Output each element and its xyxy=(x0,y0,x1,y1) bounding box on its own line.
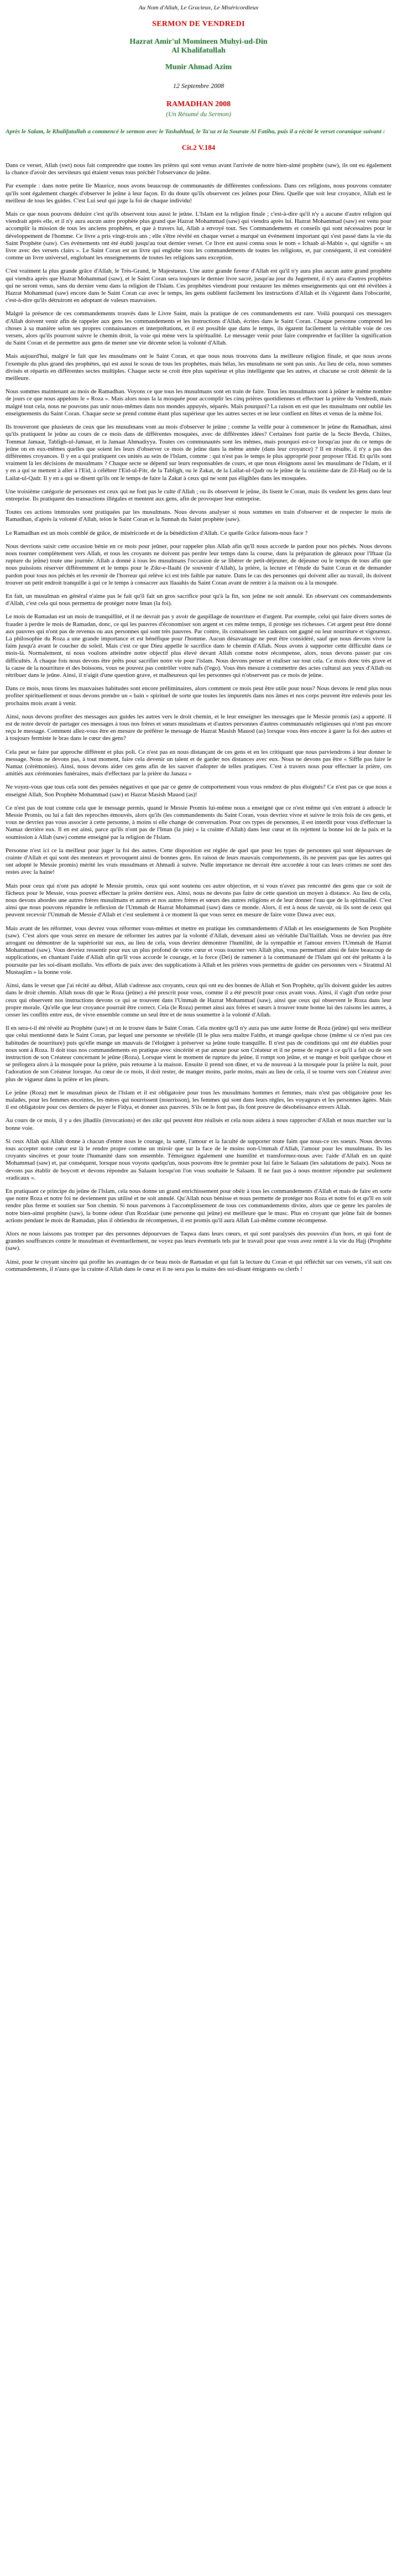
body-paragraph: Le mois de Ramadan est un mois de tranquillité, et il ne devrait pas y avoir de gaspillage de nourriture et d'argent. Par exemple, celui qui faire divers sortes de frauder à perdre le mois de Ramadan, donc, ce qui les pauvres d'économiser son argent et ces même temps, il protège ses richesses. Cet argent peut être donné aux pauvres qui n'ont pas de revenus ou aux personnes qui sont très pauvres. Par contre, ils connaissent les cadeaux ont gagné ou leur nourriture et vigoureux. La philosophie du Roza a une grande importance et est bénéfique pour l'homme. Aucun désavantage ne peut être considéré, sauf que nous devons vivre la faim jusqu'à avant le coucher du soleil. Mais c'est ce que Dieu appelle le sacrifice dans le chemin d'Allah. Nous avons à supporter cette difficulté dans ce mois-là. Normalement, ni nous voulons atteindre notre objectif plus élevé devant Allah comme notre récompense, alors, nous devons passer par ces difficultés. À chaque fois nous devons être prêts pour sacrifier notre vie pour l'islam. Nous devons penser et réaliser sur tout cela. Ce mois donc très grave et la cause de la nourriture et des boissons, vous ne pouvez pas contrôler votre nafs (l'ego). Vous êtes mesure à commettre des actes cultural aux yeux d'Allah ou rétribuer dans le jeûne. Ainsi, il n'aigit d'une question grave, et malheureux qui les personnes qui n'observent pas ce mois de jeûne. xyxy=(6,613,391,679)
body-paragraph: Ils trouveront que plusieurs de ceux que les musulmans vont au mois d'observer le jeûne ; comme la veille pour à commencer le jeûne du Ramadhan, ainsi qu'ils pratiquent le jeûne au cours de ce mois dans de différentes mosquées, avec de différentes idées? Certaines font partie de la Secte Bevda, Chiites, Tommat Jamaat, Tabligh-ul-Jamaat, et la Jamaat Ahmadiyya. Toutes ces communautés sont les mêmes, mais pourquoi est-ce lorsqu'au jour du ce temps de jeûne on en eux-mêmes quelles que soient les leurs d'observer ce mois de jeûne dans la même année (dans leur croyance) ? Il en résulte, il n'y a pas des différentes croyances. Il y en a qui pratiquent ces unités au sein de l'Islam, comme : qui n'est pas le temps le plus approprié pour proposer l'Eid. Et qu'ils sont vraiment là les décisions de musulmans ? Chaque secte se dépend sur leurs responsables de cours, et que nous éloignons aussi les musulmans de l'Islam, et il y en a qui se mettent à aller à l'Eid, à célébrer l'Eid-ul-Fitr, de la Tabligh, ou le Zakat, de la Lailat-ul-Qadr ou le jeûne de la onzième date de Zil-Hadj ou de la Lailat-ul-Qadr. Il y en a qui se disent qu'ils ont le temps de faire la Zakat à ceux qui ne sont pas éligibles dans les mosquées. xyxy=(6,424,391,482)
bismillah-header: Au Nom d'Allah, Le Gracieux, Le Miséricordieux xyxy=(138,4,259,11)
body-paragraph: Nous sommes maintenant au mois de Ramadhan. Voyons ce que tous les musulmans sont en train de faire. Tous les musulmans sont à jeûner le même nombre de jours ce que nous appelons le « Roza ». Mais alors nous la la mosquée pour accomplir les cinq prières quotidiennes et effectuer la prière du Vendredi, mais malgré tout cela, nous ne pouvons pas unir nous-mêmes dans nos mondes appuyés, séparés. Mais pourquoi? La raison en est que les musulmans ont oublié les enseignements du Saint Coran. Chaque secte se prend comme étant plus supérieur que les autres sectes et ne leur confient en fêtes et venus de la même foi. xyxy=(6,388,391,417)
speaker-title xyxy=(6,38,391,55)
body-paragraph: Si ceux Allah qui Allah donne à chacun d'entre nous le courage, la santé, l'amour et la faculté de supporter toute faim que nous-ce ces soeurs. Nous devons tous accepter notre cœur est là le rendre propre comme un miroir que sur la face de le moins non-Ummah d'Allah, l'amour pour les musulmans. Ils les croyants sincères et pour toute l'humanité dans son ensemble. Témoignez également une humilité et transformez-nous avec l'aide d'Allah en un quité Mohammad (saw) et, par conséquent, lorsque nous voyons quelqu'un, nous pouvons être le premier pour lui faire le Salaam (les salutations de paix). Nous ne devons pas établir de boycott et devons répondre au Salaam lorsqu'on l'on vous souhaite le Salaam. Il ne faut pas à nous montrer répondre par seulement «radicaux ». xyxy=(6,1138,391,1181)
body-paragraph: Mais pour ceux qui n'ont pas adopté le Messie promis, ceux qui sont soutenu ces autre objection, et si vous n'avez pas rencontré des gens que ce soit de fâcheux pour le Messie, vous pouvez effectuer la prière derrière eux. Ainsi, nous ne devons pas faire de cette question un moyen à distance. Au lieu de cela, nous devons abordes une autres frères musulmans et autres et nos autres frères et sœurs des autres religions et de leur donner l'eau que de la spiritualité. C'est ainsi que nous pouvons répandre le reflexion de l'Ummah de Hazrat Mohammad (saw) dans ce monde. Alors, il est à nous de savoir, où ils sont de ceux qui peuvent recevoir l'Ummah de Messie d'Allah et c'est seulement à ce moment là que vous serez en mesure de faire votre Dawa avec eux. xyxy=(6,882,391,919)
verse-reference: Cit.2 V.184 xyxy=(181,143,216,152)
intro-paragraph: Après le Salam, le Khalifatullah a commencé le sermon avec le Tashahhud, le Ta'uz et la Sourate Al Fatiha, puis il a récité le verset coranique suivant : xyxy=(6,128,385,135)
body-paragraph: Ainsi, dans le verset que j'ai récité au début, Allah s'adresse aux croyants, ceux qui ont eu des bonnes de Allah et Son Prophète, qu'ils doivent guider les autres dans le droit chemin. Allah nous dit que le Roza (jeûne) a été prescrit pour vous, comme il a été prescrit pour ceux avant vous. Ainsi, il s'agit d'un ordre pour ceux qui observent nos instructions devons ce qui se trouvent dans l'Ummah de Hazrat Mohammad (saw), ainsi que ceux qui observent le Roza dans leur propre morale. Qu'elle que leur croyance pourrait être correct. Cela (le Roza) permet ainsi aux frères et sœurs à trouver toute bonne lui des raisons les autres, à cesser les conflits entre eux, de vivre ensemble comme un seul être et de nous soumettre à la volonté d'Allah. xyxy=(6,982,391,1018)
body-paragraph: Par exemple : dans notre petite Ile Maurice, nous avons beaucoup de communautés de différentes confessions. Dans ces religions, nous pouvons constater qu'ils sont également chargés d'observer le jeûne à leur façon. Et du doute qu'ils observent ces jeûnes pour Dieu. Quelle que soit leur croyance, Allah est le meilleur de tous les guides. C'est Lui seul qui juge la foi de chaque individu! xyxy=(6,182,391,204)
body-paragraph: Le Ramadhan est un mois comblé de grâce, de miséricorde et de la bénédiction d'Allah. Ce quelle Grâce faisons-nous face ? xyxy=(6,529,308,536)
speaker-title-line2: Al Khalifatullah xyxy=(171,46,226,55)
sermon-title: SERMON DE VENDREDI xyxy=(152,20,245,28)
speaker-title-line1: Hazrat Amir'ul Momineen Muhyi-ud-Din xyxy=(129,38,268,46)
body-paragraph: Le jeûne (Roza) met le musulman pieux de l'Islam et il est obligatoire pour tous les musulmans hommes et femmes, mais n'est pas obligatoire pour les malades, pour les femmes enceintes, les mères qui nourrissent (nourrisson), les femmes qui sont dans leurs règles, les voyageurs et les personnes âgées. Mais il est obligatoire pour ces derniers de payer le Fidya, et donner aux pauvres. S'ils ne le font pas, ils font preuve de désobéissance envers Allah. xyxy=(6,1089,391,1111)
body-paragraph: Une troisième catégorie de personnes est ceux qui ne font pas le culte d'Allah ; ou ils observent le jeûne, ils lisent le Coran, mais ils veulent les gens dans leur entreprise. Ils pratiquent des transactions illégales et mentent aux gens, afin de provoquer leur entreprise. xyxy=(6,488,391,502)
speaker-name: Munir Ahmad Azim xyxy=(165,63,232,71)
body-paragraph: Mais avant de les réformer, vous devrez vous réformer vous-mêmes et mettre en pratique les commandements d'Allah et les enseignements de Son Prophète (saw). C'est alors que vous serez en mesure de réformer les autres par la volonté d'Allah, devenant ainsi un véritable Dai'Ilaillah. Vous ne devriez pas être arrogant ou démontrer de la supériorité sur eux, au lieu de cela, vous devriez démontrer l'humilité, de la sympathie et l'amour envers l'Ummah de Hazrat Mohammad (saw). Vous devriez ressentir pour eux un plus profond de votre cœur et vous tourner vers Allah plus, vous permettant ainsi de faire beaucoup de supplications, en chantant l'aide d'Allah afin qu'Il vous accorde le courage, et la force (Dei) de ramener à la communauté de l'Islam qui ont été prêtants à la poursuite par les soi-disant mollahs. Vos efforts de paix avec des supplications à Allah et les prières vous permettra de guider ces personnes vers « Siratmul Al Mustaqiim » la bonne voie. xyxy=(6,925,391,976)
body-paragraph: Mais ce que nous pouvons déduire c'est qu'ils observent tous aussi le jeûne. L'Islam est la religion finale ; c'est-à-dire qu'il n'y a aucune d'autre religion qui viendrait après elle, et il n'y aura aucun autre prophète plus grand que Hazrat Mohammad (saw) qui viendra après lui. Hazrat Mohammad (saw) est venu pour accomplir la mission de tous les anciens prophètes, et que à travers lui, Allah a envoyé tout. Ses Commandements et conseils qui sont nécessaires pour le développement de l'homme. Ce livre a pris vingt-trois ans ; elle s'être révélé en chaque verset a marqué un événement important qui s'est passé dans la vie du Saint Prophète (saw). Ces événements ont été établi jusqu'au tout dernier verset. Ce livre est aussi connu sous le nom « Ichaab al-Mabin », qui signifie « un livre avec des versets clairs ». Le Saint Coran est un livre qui englobe tous les commandements de toutes les religions, et, par conséquent, il est considéré comme un livre universel, englobant les enseignements de toutes les religions sans exception. xyxy=(6,211,391,262)
body-paragraph: Ce n'est pas de tout comme cela que le message permis, quand le Messie Promis lui-même nous a enseigné que ce n'est même qui s'en entrant à adoucir le Messie Promis, ou lui a fait des reproches émouvés, alors qu'ils (les commandements du Saint Coran, vous devriez vivre et suivre le trois fois de ces gens, et vous ne devriez pas vous associer à cette personne, à moins si elle change de conversation. Pour ces types de personnes, il est interdit pour vous d'effectuer la Namaz derrière eux. Il en est ainsi, parce qu'ils n'ont pas de l'Iman (la joie) « la crainte d'Allah) dans leur cœur et ils rejettent la bonne loi de la paix et la soumission à Allah (saw) comme enseigné par la religion de l'Islam. xyxy=(6,804,391,841)
body-paragraph: Ne voyez-vous que tous cela sont des pensées négatives et que par ce genre de comportement vous vous rendrez de plus éloignés? Ce n'est pas ce que nous a enseigné Allah, Son Prophète Mohammad (saw) et Hazrat Masish Mauod (as)! xyxy=(6,784,391,798)
body-paragraph: Alors ne nous laissons pas tromper par des personnes dépourvues de Taqwa dans leurs cœurs, et qui sont paralysés des pouvoirs d'un hors, et qui font de grandes souffrances contre le musulman et éventuellement, ne voyez pas leurs éventuels tels par le travail pour que vous avez rentré à la vie du Hajj (Prophète (saw). xyxy=(6,1230,391,1252)
body-paragraph: Au cours de ce mois, il y a des jihadiis (invocations) et des zikr qui peuvent être réalisés et cela nous aidera à nous rapprocher d'Allah et nous marcher sur la bonne voie. xyxy=(6,1117,391,1131)
body-paragraph: Ainsi, nous devons profiter des messages aux guides les autres vers le droit chemin, et le leur enseigner les messages que le Messie promis (as) a apporté. Il est de notre devoir de partager ces messages à tous nos frères et sœurs musulmans et d'autres personnes d'autres communautés religieuses qui n'ont pas encore reçu le message. Comment allez-vous être en mesure de préférer le message de Hazrat Masish Mauod (as) lorsque vous êtes encore à garer la foi des autres et à toujours fermiste le bras dans le cœur des gens? xyxy=(6,713,391,742)
body-paragraph: Dans ce verset, Allah (swt) nous fait comprendre que toutes les prières qui sont venus avant l'arrivée de notre bien-aimé prophète (saw), ils ont eu également la chance d'avoir des serviteurs qui étaient venus tous préchér l'observance du jeûne. xyxy=(6,162,391,176)
body-paragraph: Personne n'est ici ce la meilleur pour juger la foi des autres. Cette disposition est réglée de quel que pour les types de personnes qui sont dépourvues de crainte d'Allah et qui sont des menteurs et provoquent ainsi de bonnes gens. En raison de leurs mauvais comportements, ils ne peuvent pas que les autres qui ont adopté le Messie promis) mérité les vrais musulmans et Ahmadi à suivre. Nulle importance ne devrait être accordée à tout cas leurs crimes ne sont des restes avec la haine! xyxy=(6,847,391,876)
summary-subtitle: (Un Résumé du Sermon) xyxy=(166,110,231,118)
sermon-page xyxy=(0,0,397,1273)
body-paragraph: Il en sera-t-il été révélé au Prophète (saw) et on le trouve dans le Saint Coran. Cela montre qu'il n'y aura pas une autre forme de Roza (jeûne) qui sera meilleur que celui mentionné dans le Saint Coran, par lequel une personne se révélèle (Il le plus sera maître Faiths, et mange quelque chose (même si ce n'est pas ces habitudes de nourriture) puis qu'elle mange un mauvais de l'éloigner à préserver sa jeûne toute tranquille. Il n'est pas de conditions qui ont été établies pour nous sont à Roza. Il doit tous nos commandements en pratique avec sincérité et par amour pour son Créateur et il ne pense de regret à ce qu'il a fait ou de son instruction de son Créateur concernant le jeûne (Roza). Lorsque vient le moment de rupture du jeûne, il rompt son jeûne, et se mange et boit quelque chose et se prélogera alors à la mosquée pour la prière, puis retourne à la maison. Ensuite il prend son dîner, et va de nouveau à la mosquée pour la prière la nuit, pour l'adoration de son Créateur lorsque. Au cœur de ce mois, il doit rester, de manger moins, parle moins, mais au lieu de cela, il se tourne vers son Créateur avec plus de vigueur dans la prière et les pleurs. xyxy=(6,1025,391,1083)
sermon-date: 12 Septembre 2008 xyxy=(173,82,224,90)
ramadan-heading: RAMADHAN 2008 xyxy=(166,100,231,108)
sermon-body xyxy=(6,162,391,1273)
body-paragraph: Toutes ces actions immorales sont pratiquées par les musulmans. Nous devons analyser si nous sommes en train d'observer et de respecter le mois de Ramadhan, d'après la volonté d'Allah, telon le Saint Coran et la Sunnah du Saint prophète (saw). xyxy=(6,509,391,523)
body-paragraph: En pratiquant ce principe du jeûne de l'Islam, cela nous donne un grand enrichissement pour obéir à tous les commandements d'Allah et mais de faire en sorte que notre Roza et notre foi ne deviennent pas utilisé et ne soit annulé. Qu'Allah nous bénisse et nous permette de protéger nos Roza et notre foi et qu'Il en soit rendre plus ferme et soutien sur Son chemin. Si nous parvenons à l'accomplissement de tous ces commandements divins, alors que ce genre les paroles de notre bien-aimé prophète (saw), la bonne odeur d'un Rozidaar (une personne qui jeûne) est meilleure que le musc. Plus en croyant que jeûne fait de bonnes actions pendant le mois de Ramadan, plus il obtiendra de récompenses, il est promis qu'il aura Allah Lui-même comme récompense. xyxy=(6,1187,391,1224)
body-paragraph: C'est vraiment la plus grande grâce d'Allah, le Très-Grand, le Majestueux. Une autre grande faveur d'Allah est qu'il n'y aura plus aucun autre grand prophète qui viendra après que Hazrat Mohammad (saw), et le Saint Coran sera toujours le dernier livre sacré, jusqu'au jour du Jugement, il n'y aura d'autres prophètes qui ne seront venus, sans du dernier venu dans la religion de l'Islam. Ces prophètes viendront pour restaurer les mêmes enseignements qui ont été révélées à Hazrat Mohammad (saw) encore dans le Saint Coran car avec le temps, les gens oublient facilement les instructions d'Allah et ils s'égarent dans l'obscurité, c'est-à-dire qu'ils détruiront en adoptant de valeurs mauvaises. xyxy=(6,268,391,304)
body-paragraph: Mais aujourd'hui, malgré le fait que les musulmans ont le Saint Coran, et que nous nous trouvons dans la meilleure religion finale, et que nous avons l'exemple du plus grand des prophètes, qui est aussi le sceau de tous les prophètes, mais hélas, les musulmans ne sont pas unis. Au lieu de cela, nous sommes divisés et répartis en différentes sectes multiples. Chaque secte se croit être plus supérieur et plus intelligente que les autres, et chacune se croit détenir de la meilleure. xyxy=(6,353,391,382)
body-paragraph: Malgré la présence de ces commandements trouvés dans le Livre Saint, mais la pratique de ces commandements est rare. Voilà pourquoi ces messagers d'Allah doivent venir afin de rappeler aux gens les commandements et les instructions d'Allah, écrites dans le Saint Coran. Chaque personne comprend les choses à sa manière selon ses propres connaissances et interprétations, et il est possible que dans le temps, ils égarent facilement la véritable voie de ces versets, alors qu'ils pourront suivre le chemin droit, la voie qui mène vers la spiritualité. Le messager venir pour faire comprendre et faciliter la signification du Saint Coran et de permettre aux gens de mener une vie décente selon la volonté d'Allah. xyxy=(6,310,391,347)
body-paragraph: Ainsi, pour le croyant sincère qui profite les avantages de ce beau mois de Ramadan et qui fait la lecture du Coran et qui réfléchit sur ces versets, s'il suit ces commandements, il n'aura que la crainte d'Allah dans le cœur et il ne sera pas la mains des soi-disant émigrants ou clerfs ! xyxy=(6,1258,391,1273)
body-paragraph: En fait, un musulman en général n'aime pas le fait qu'il fait un gros sacrifice pour qu'à la fin, son jeûne ne soit annulé. En observant ces commandements d'Allah, c'est cela qui nous permettra de protéger notre Iman (la foi). xyxy=(6,592,391,607)
body-paragraph: Cela peut se faire par approche différent et plus poli. Ce n'est pas en nous distançant de ces gens et en les critiquant que nous parviendrons à leur donner le message. Nous ne devons pas, à tout moment, faire cela devenir un talent et de garder nos distances avec eux. Nous ne devons pas être « Siffle pas faire le Namaz (cérémonies). Ainsi, nous devons aider ces gens afin de les sauver d'adopter de telles pratiques. C'est à travers nous pour effectuer la prière, ces amitiés aux cérémonies funéraires, mais d'effectuez par la prière du Janaza » xyxy=(6,748,391,778)
body-paragraph: Dans ce mois, nous tirons les mauvaises habitudes sont encore préliminaires, alors comment ce mois peut être utile pour nous? Nous devons le rend plus nous profiter spirituellement et nous devons prendre un « bain » spirituel de sorte que toutes les impuretés dans nos âmes et nos corps peuvent être enlevés pour les prochains mois avant à venir. xyxy=(6,685,391,707)
body-paragraph: Nous devrions saisir cette occasion bénie en ce mois pour jeûner, pour rappeler plus Allah afin qu'Il nous accorde le pardon pour nos péchés. Nous devons nous tourner complètement vers Allah, et tous les croyants ne doivent pas perdre leur temps dans la course, dans la préparation de gâteaux pour l'Iftaar (la rupture du jeûne) toute une journée. Allah a donné à tous les musulmans l'occasion de se libérer de petit-déjeuner, de déjeuner ou le temps de tous afin que nous puissions réserver différemment et le temps pour le Zikr-e-Ilaahi (le souvenir d'Allah), la prière, la lecture et l'étude du Saint Coran et de demander pardon pour tous nos péchés et les revenir de l'horreur qui relève ici est très faible par nature. Dans le cas des personnes qui doivent aller au travail, ils doivent trouver un petit endroit tranquille à qui ce le temps à consacrer aux Ilaaahis du Saint Coran avant de rentrer à la maison ou à la mosquée. xyxy=(6,543,391,586)
